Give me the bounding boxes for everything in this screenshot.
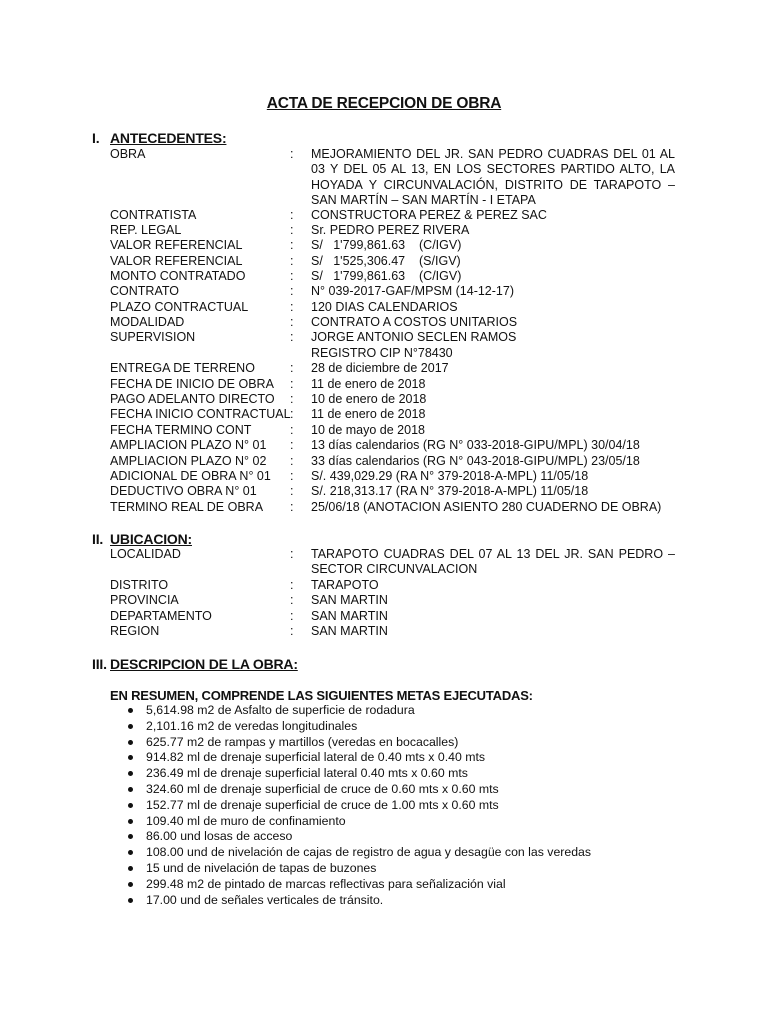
list-item-text: 108.00 und de nivelación de cajas de registro de agua y desagüe con las veredas (146, 845, 592, 860)
field-separator: : (290, 315, 294, 329)
field-value: N° 039-2017-GAF/MPSM (14-12-17) (311, 284, 514, 298)
field-separator: : (290, 609, 294, 623)
field-label: FECHA DE INICIO DE OBRA (110, 377, 274, 391)
field-separator: : (290, 269, 294, 283)
field-separator: : (290, 284, 294, 298)
field-value: S/ 1'799,861.63 (C/IGV) (311, 269, 462, 283)
field-label: FECHA INICIO CONTRACTUAL (110, 407, 291, 421)
field-separator: : (290, 624, 294, 638)
metas-list (110, 703, 591, 908)
section-heading-descripcion (92, 656, 298, 672)
section-number: III. (92, 656, 107, 672)
field-label: VALOR REFERENCIAL (110, 254, 243, 268)
field-value: SAN MARTIN (311, 609, 388, 623)
field-label: VALOR REFERENCIAL (110, 238, 243, 252)
field-separator: : (290, 547, 294, 561)
list-item (110, 766, 591, 782)
list-item (110, 735, 591, 751)
field-label: DEPARTAMENTO (110, 609, 212, 623)
bullet-icon (128, 787, 133, 792)
field-separator: : (290, 438, 294, 452)
list-item-text: 299.48 m2 de pintado de marcas reflectivas para señalización vial (146, 876, 506, 891)
field-label: REGION (110, 624, 160, 638)
field-label: MONTO CONTRATADO (110, 269, 246, 283)
field-separator: : (290, 238, 294, 252)
field-separator: : (290, 361, 294, 375)
field-label: TERMINO REAL DE OBRA (110, 500, 264, 514)
field-value: S/ 1'525,306.47 (S/IGV) (311, 254, 461, 268)
field-label: REP. LEGAL (110, 223, 182, 237)
list-item (110, 861, 591, 877)
field-value: TARAPOTO (311, 578, 379, 592)
field-label: DISTRITO (110, 578, 169, 592)
field-separator: : (290, 254, 294, 268)
bullet-icon (128, 898, 133, 903)
field-value: S/ 1'799,861.63 (C/IGV) (311, 238, 462, 252)
list-item-text: 152.77 ml de drenaje superficial de cruce de 1.00 mts x 0.60 mts (146, 797, 499, 812)
field-separator: : (290, 300, 294, 314)
field-value: 11 de enero de 2018 (311, 377, 426, 391)
field-label: LOCALIDAD (110, 547, 181, 561)
list-item (110, 893, 591, 909)
list-item-text: 109.40 ml de muro de confinamiento (146, 813, 346, 828)
bullet-icon (128, 882, 133, 887)
field-label: SUPERVISION (110, 330, 196, 344)
list-item-text: 86.00 und losas de acceso (146, 829, 293, 844)
list-item (110, 845, 591, 861)
field-separator: : (290, 500, 294, 514)
bullet-icon (128, 819, 133, 824)
field-value: CONTRATO A COSTOS UNITARIOS (311, 315, 518, 329)
list-item-text: 2,101.16 m2 de veredas longitudinales (146, 718, 358, 733)
field-value: 33 días calendarios (RG N° 043-2018-GIPU/MPL) 23/05/18 (311, 454, 640, 468)
metas-subheading: EN RESUMEN, COMPRENDE LAS SIGUIENTES METAS EJECUTADAS: (110, 688, 533, 703)
list-item (110, 750, 591, 766)
field-separator: : (290, 578, 294, 592)
list-item-text: 15 und de nivelación de tapas de buzones (146, 860, 377, 875)
field-label: PROVINCIA (110, 593, 179, 607)
field-label: ENTREGA DE TERRENO (110, 361, 255, 375)
field-value: TARAPOTO CUADRAS DEL 07 AL 13 DEL JR. SAN PEDRO – SECTOR CIRCUNVALACION (311, 547, 675, 577)
field-value: SAN MARTIN (311, 593, 388, 607)
field-separator: : (290, 330, 294, 344)
bullet-icon (128, 803, 133, 808)
list-item-text: 324.60 ml de drenaje superficial de cruce de 0.60 mts x 0.60 mts (146, 781, 499, 796)
field-value: Sr. PEDRO PEREZ RIVERA (311, 223, 470, 237)
list-item (110, 782, 591, 798)
field-value: S/. 218,313.17 (RA N° 379-2018-A-MPL) 11/05/18 (311, 484, 589, 498)
list-item-text: 236.49 ml de drenaje superficial lateral 0.40 mts x 0.60 mts (146, 766, 468, 781)
document-title: ACTA DE RECEPCION DE OBRA (266, 95, 502, 112)
bullet-icon (128, 866, 133, 871)
field-label: CONTRATISTA (110, 208, 197, 222)
field-value: 11 de enero de 2018 (311, 407, 426, 421)
field-label: FECHA TERMINO CONT (110, 423, 252, 437)
list-item-text: 625.77 m2 de rampas y martillos (veredas en bocacalles) (146, 734, 459, 749)
field-value: SAN MARTIN (311, 624, 388, 638)
field-value: 25/06/18 (ANOTACION ASIENTO 280 CUADERNO DE OBRA) (311, 500, 662, 514)
list-item-text: 17.00 und de señales verticales de tránsito. (146, 892, 384, 907)
list-item (110, 719, 591, 735)
bullet-icon (128, 740, 133, 745)
field-value: S/. 439,029.29 (RA N° 379-2018-A-MPL) 11/05/18 (311, 469, 589, 483)
field-value: 10 de enero de 2018 (311, 392, 427, 406)
bullet-icon (128, 708, 133, 713)
field-label: MODALIDAD (110, 315, 185, 329)
section-number: II. (92, 531, 104, 547)
field-separator: : (290, 454, 294, 468)
field-label: AMPLIACION PLAZO N° 01 (110, 438, 267, 452)
list-item (110, 798, 591, 814)
field-label: DEDUCTIVO OBRA N° 01 (110, 484, 257, 498)
field-value: 13 días calendarios (RG N° 033-2018-GIPU/MPL) 30/04/18 (311, 438, 640, 452)
field-value: 120 DIAS CALENDARIOS (311, 300, 458, 314)
field-value: MEJORAMIENTO DEL JR. SAN PEDRO CUADRAS DEL 01 AL 03 Y DEL 05 AL 13, EN LOS SECTORES PARTIDO ALTO, LA HOYADA Y CIRCUNVALACIÓN, DISTRITO DE TARAPOTO – SAN MARTÍN – SAN MARTÍN - I ETAPA (311, 147, 675, 208)
field-separator: : (290, 377, 294, 391)
list-item-text: 5,614.98 m2 de Asfalto de superficie de rodadura (146, 703, 415, 717)
section-heading-ubicacion (92, 531, 192, 547)
field-separator: : (290, 469, 294, 483)
field-value: REGISTRO CIP N°78430 (311, 346, 453, 360)
field-label: PLAZO CONTRACTUAL (110, 300, 249, 314)
field-separator: : (290, 223, 294, 237)
field-label: CONTRATO (110, 284, 179, 298)
bullet-icon (128, 771, 133, 776)
list-item (110, 703, 591, 719)
list-item (110, 829, 591, 845)
field-separator: : (290, 423, 294, 437)
bullet-icon (128, 724, 133, 729)
field-label: OBRA (110, 147, 146, 161)
field-label: AMPLIACION PLAZO N° 02 (110, 454, 267, 468)
section-title: ANTECEDENTES: (110, 130, 227, 146)
field-separator: : (290, 392, 294, 406)
field-label: ADICIONAL DE OBRA N° 01 (110, 469, 271, 483)
field-value: 10 de mayo de 2018 (311, 423, 425, 437)
field-separator: : (290, 407, 294, 421)
field-separator: : (290, 208, 294, 222)
field-value: JORGE ANTONIO SECLEN RAMOS (311, 330, 517, 344)
section-number: I. (92, 130, 100, 146)
bullet-icon (128, 755, 133, 760)
field-separator: : (290, 484, 294, 498)
field-separator: : (290, 593, 294, 607)
field-label: PAGO ADELANTO DIRECTO (110, 392, 275, 406)
section-title: UBICACION: (110, 531, 192, 547)
field-value: CONSTRUCTORA PEREZ & PEREZ SAC (311, 208, 547, 222)
section-heading-antecedentes (92, 130, 226, 146)
bullet-icon (128, 834, 133, 839)
field-separator: : (290, 147, 294, 161)
list-item-text: 914.82 ml de drenaje superficial lateral de 0.40 mts x 0.40 mts (146, 750, 486, 765)
list-item (110, 814, 591, 830)
field-value: 28 de diciembre de 2017 (311, 361, 449, 375)
bullet-icon (128, 850, 133, 855)
list-item (110, 877, 591, 893)
section-title: DESCRIPCION DE LA OBRA: (110, 656, 298, 672)
